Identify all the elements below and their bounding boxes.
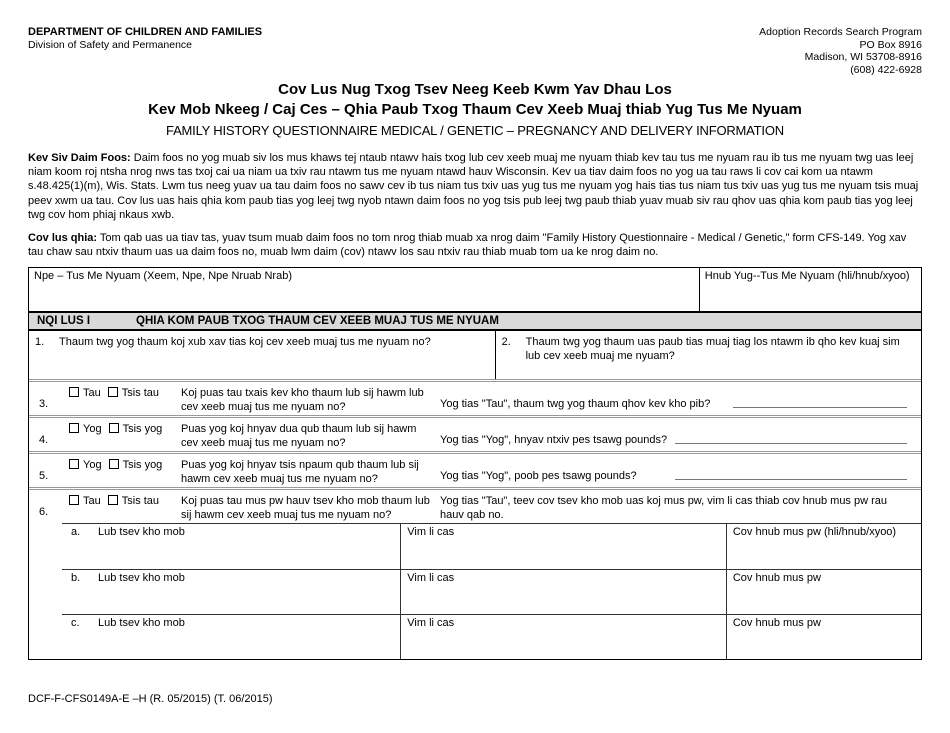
- checkbox-q4-yog[interactable]: [69, 423, 79, 433]
- po-box: PO Box 8916: [859, 38, 922, 51]
- page-header: [28, 26, 922, 76]
- question-3-checkbox-group: [69, 385, 181, 415]
- question-5-number: 5.: [39, 470, 49, 483]
- instructions-paragraph: [28, 231, 922, 259]
- question-1-cell[interactable]: [29, 331, 495, 379]
- program-address-block: [759, 26, 922, 76]
- instructions-label: Cov lus qhia:: [28, 232, 98, 245]
- child-name-field[interactable]: [29, 268, 700, 311]
- checkbox-q3-tsis-tau-label: Tsis tau: [121, 387, 160, 400]
- hospital-a-label: Lub tsev kho mob: [98, 526, 185, 539]
- question-3-answer-line[interactable]: [733, 407, 907, 408]
- instructions-text: Tom qab uas ua tiav tas, yuav tsum muab daim foos no tom nrog thiab muab xa nrog daim "Family History Questionnaire - Medical / Genetic," form CFS-149. Yog xav tau chaw sau ntxiv thaum uas ua daim foos no, muab lwm daim (cov) ntawv los sau ntxiv rau thiab muab tom ua ke nrog daim no.: [28, 232, 907, 259]
- reason-a-field[interactable]: [401, 524, 727, 569]
- child-name-label: Npe – Tus Me Nyuam (Xeem, Npe, Npe Nruab Nrab): [34, 270, 292, 283]
- checkbox-q4-tsis-yog[interactable]: [109, 423, 119, 433]
- section-number: NQI LUS I: [37, 315, 91, 328]
- checkbox-q6-tsis-tau[interactable]: [108, 495, 118, 505]
- question-4-number: 4.: [39, 434, 49, 447]
- checkbox-q6-tsis-tau-label: Tsis tau: [121, 495, 160, 508]
- hospital-b-label: Lub tsev kho mob: [98, 572, 185, 585]
- hospital-row-b: [62, 569, 921, 614]
- checkbox-q3-tau-label: Tau: [83, 387, 101, 400]
- reason-c-field[interactable]: [401, 615, 727, 659]
- child-dob-label: Hnub Yug--Tus Me Nyuam (hli/hnub/xyoo): [704, 270, 910, 283]
- questionnaire-table: [28, 267, 922, 660]
- question-6-text: Koj puas tau mus pw hauv tsev kho mob thaum lub sij hawm cev xeeb muaj tus me nyuam no?: [181, 495, 430, 521]
- form-title-hmong-2: Kev Mob Nkeeg / Caj Ces – Qhia Paub Txog Thaum Cev Xeeb Muaj thiab Yug Tus Me Nyuam: [148, 101, 802, 118]
- agency-name: DEPARTMENT OF CHILDREN AND FAMILIES: [28, 26, 263, 38]
- question-5-row: [29, 451, 921, 487]
- hospital-row-a: [62, 524, 921, 569]
- dates-b-label: Cov hnub mus pw: [732, 572, 821, 585]
- hospital-b-field[interactable]: [62, 570, 401, 614]
- form-title-english: FAMILY HISTORY QUESTIONNAIRE MEDICAL / GENETIC – PREGNANCY AND DELIVERY INFORMATION: [166, 123, 784, 138]
- question-6-followup: Yog tias "Tau", teev cov tsev kho mob uas koj mus pw, vim li cas thiab cov hnub mus pw rau hauv qab no.: [440, 495, 888, 521]
- hospital-row-c: [62, 614, 921, 659]
- form-title-hmong-1: Cov Lus Nug Txog Tsev Neeg Keeb Kwm Yav Dhau Los: [278, 81, 672, 98]
- question-5-checkbox-group: [69, 457, 181, 487]
- question-4-text: Puas yog koj hnyav dua qub thaum lub sij hawm cev xeeb muaj tus me nyuam no?: [181, 423, 417, 449]
- hospital-c-field[interactable]: [62, 615, 401, 659]
- dates-a-label: Cov hnub mus pw (hli/hnub/xyoo): [732, 526, 897, 539]
- agency-block: [28, 26, 262, 51]
- hospital-b-letter: b.: [71, 572, 81, 585]
- checkbox-q5-yog-label: Yog: [83, 459, 102, 472]
- hospital-c-label: Lub tsev kho mob: [98, 617, 185, 630]
- reason-c-label: Vim li cas: [407, 617, 455, 630]
- question-4-answer-line[interactable]: [675, 443, 907, 444]
- question-2-number: 2.: [501, 336, 511, 349]
- dates-a-field[interactable]: [727, 524, 921, 569]
- question-6-row: [29, 487, 921, 523]
- checkbox-q6-tau[interactable]: [69, 495, 79, 505]
- phone-number: (608) 422-6928: [850, 63, 922, 76]
- purpose-label: Kev Siv Daim Foos:: [28, 152, 131, 164]
- identity-row: [29, 268, 921, 311]
- question-4-row: [29, 415, 921, 451]
- dates-b-field[interactable]: [727, 570, 921, 614]
- hospital-stays-table: [62, 523, 921, 659]
- question-2-cell[interactable]: [495, 331, 921, 379]
- reason-b-field[interactable]: [401, 570, 727, 614]
- dates-c-field[interactable]: [727, 615, 921, 659]
- city-state-zip: Madison, WI 53708-8916: [804, 51, 922, 63]
- dates-c-label: Cov hnub mus pw: [732, 617, 821, 630]
- checkbox-q5-yog[interactable]: [69, 459, 79, 469]
- purpose-text: Daim foos no yog muab siv los mus khaws tej ntaub ntawv hais txog lub cev xeeb muaj me nyuam thiab kev tau tus me nyuam rau ib tus me nyuam twg uas leej niam koom roj ntsha nrog nws tas txoj cai ua niam ua txiv rau ntawm tus me nyuam ntawd hauv Wisconsin. Kev ua tiav daim foos no yog ua tau raws li cov cai kom ua ntawm s.48.425(1)(m), Wis. Stats. Lwm tus neeg yuav ua tau daim foos no sawv cev ib tus niam tus txiv uas yug tus me nyuam yog hais tias tus niam tus txiv uas yug tus me nyuam tsis muaj peev xwm ua tau. Cov lus uas hais qhia kom paub tias yog leej twg nyob ntawn daim foos no yog tsis pub leej twg paub thiab yuav muab siv rau qhov uas qhia kom paub tias yog leej twg cov hom phiaj nkaus xwb.: [28, 152, 919, 221]
- checkbox-q6-tau-label: Tau: [83, 495, 101, 508]
- question-3-followup: Yog tias "Tau", thaum twg yog thaum qhov kev kho pib?: [440, 398, 711, 411]
- checkbox-q4-tsis-yog-label: Tsis yog: [122, 423, 163, 436]
- question-3-row: [29, 379, 921, 415]
- division-name: Division of Safety and Permanence: [28, 39, 193, 51]
- question-3-text: Koj puas tau txais kev kho thaum lub sij hawm lub cev xeeb muaj tus me nyuam no?: [181, 387, 424, 413]
- question-4-followup: Yog tias "Yog", hnyav ntxiv pes tsawg pounds?: [440, 434, 668, 447]
- hospital-c-letter: c.: [71, 617, 80, 630]
- question-4-checkbox-group: [69, 421, 181, 451]
- checkbox-q5-tsis-yog[interactable]: [109, 459, 119, 469]
- checkbox-q3-tau[interactable]: [69, 387, 79, 397]
- checkbox-q3-tsis-tau[interactable]: [108, 387, 118, 397]
- purpose-paragraph: [28, 151, 922, 222]
- section-header: [29, 311, 921, 331]
- hospital-a-field[interactable]: [62, 524, 401, 569]
- question-2-text: Thaum twg yog thaum uas paub tias muaj tiag los ntawm ib qho kev kuaj sim lub cev xeeb muaj me nyuam?: [525, 336, 900, 362]
- question-1-number: 1.: [35, 336, 45, 349]
- child-dob-field[interactable]: [700, 268, 921, 311]
- reason-b-label: Vim li cas: [407, 572, 455, 585]
- checkbox-q5-tsis-yog-label: Tsis yog: [122, 459, 163, 472]
- question-1-text: Thaum twg yog thaum koj xub xav tias koj cev xeeb muaj tus me nyuam no?: [59, 336, 431, 349]
- form-number: DCF-F-CFS0149A-E –H (R. 05/2015) (T. 06/2015): [28, 693, 273, 705]
- question-6-number: 6.: [39, 506, 49, 519]
- question-5-answer-line[interactable]: [675, 479, 907, 480]
- question-6-checkbox-group: [69, 493, 181, 523]
- program-name: Adoption Records Search Program: [759, 26, 922, 38]
- section-title: QHIA KOM PAUB TXOG THAUM CEV XEEB MUAJ TUS ME NYUAM: [136, 315, 499, 328]
- question-5-text: Puas yog koj hnyav tsis npaum qub thaum lub sij hawm cev xeeb muaj tus me nyuam no?: [181, 459, 419, 485]
- question-3-number: 3.: [39, 398, 49, 411]
- question-1-2-row: [29, 331, 921, 379]
- reason-a-label: Vim li cas: [407, 526, 455, 539]
- checkbox-q4-yog-label: Yog: [83, 423, 102, 436]
- question-5-followup: Yog tias "Yog", poob pes tsawg pounds?: [440, 470, 637, 483]
- hospital-a-letter: a.: [71, 526, 81, 539]
